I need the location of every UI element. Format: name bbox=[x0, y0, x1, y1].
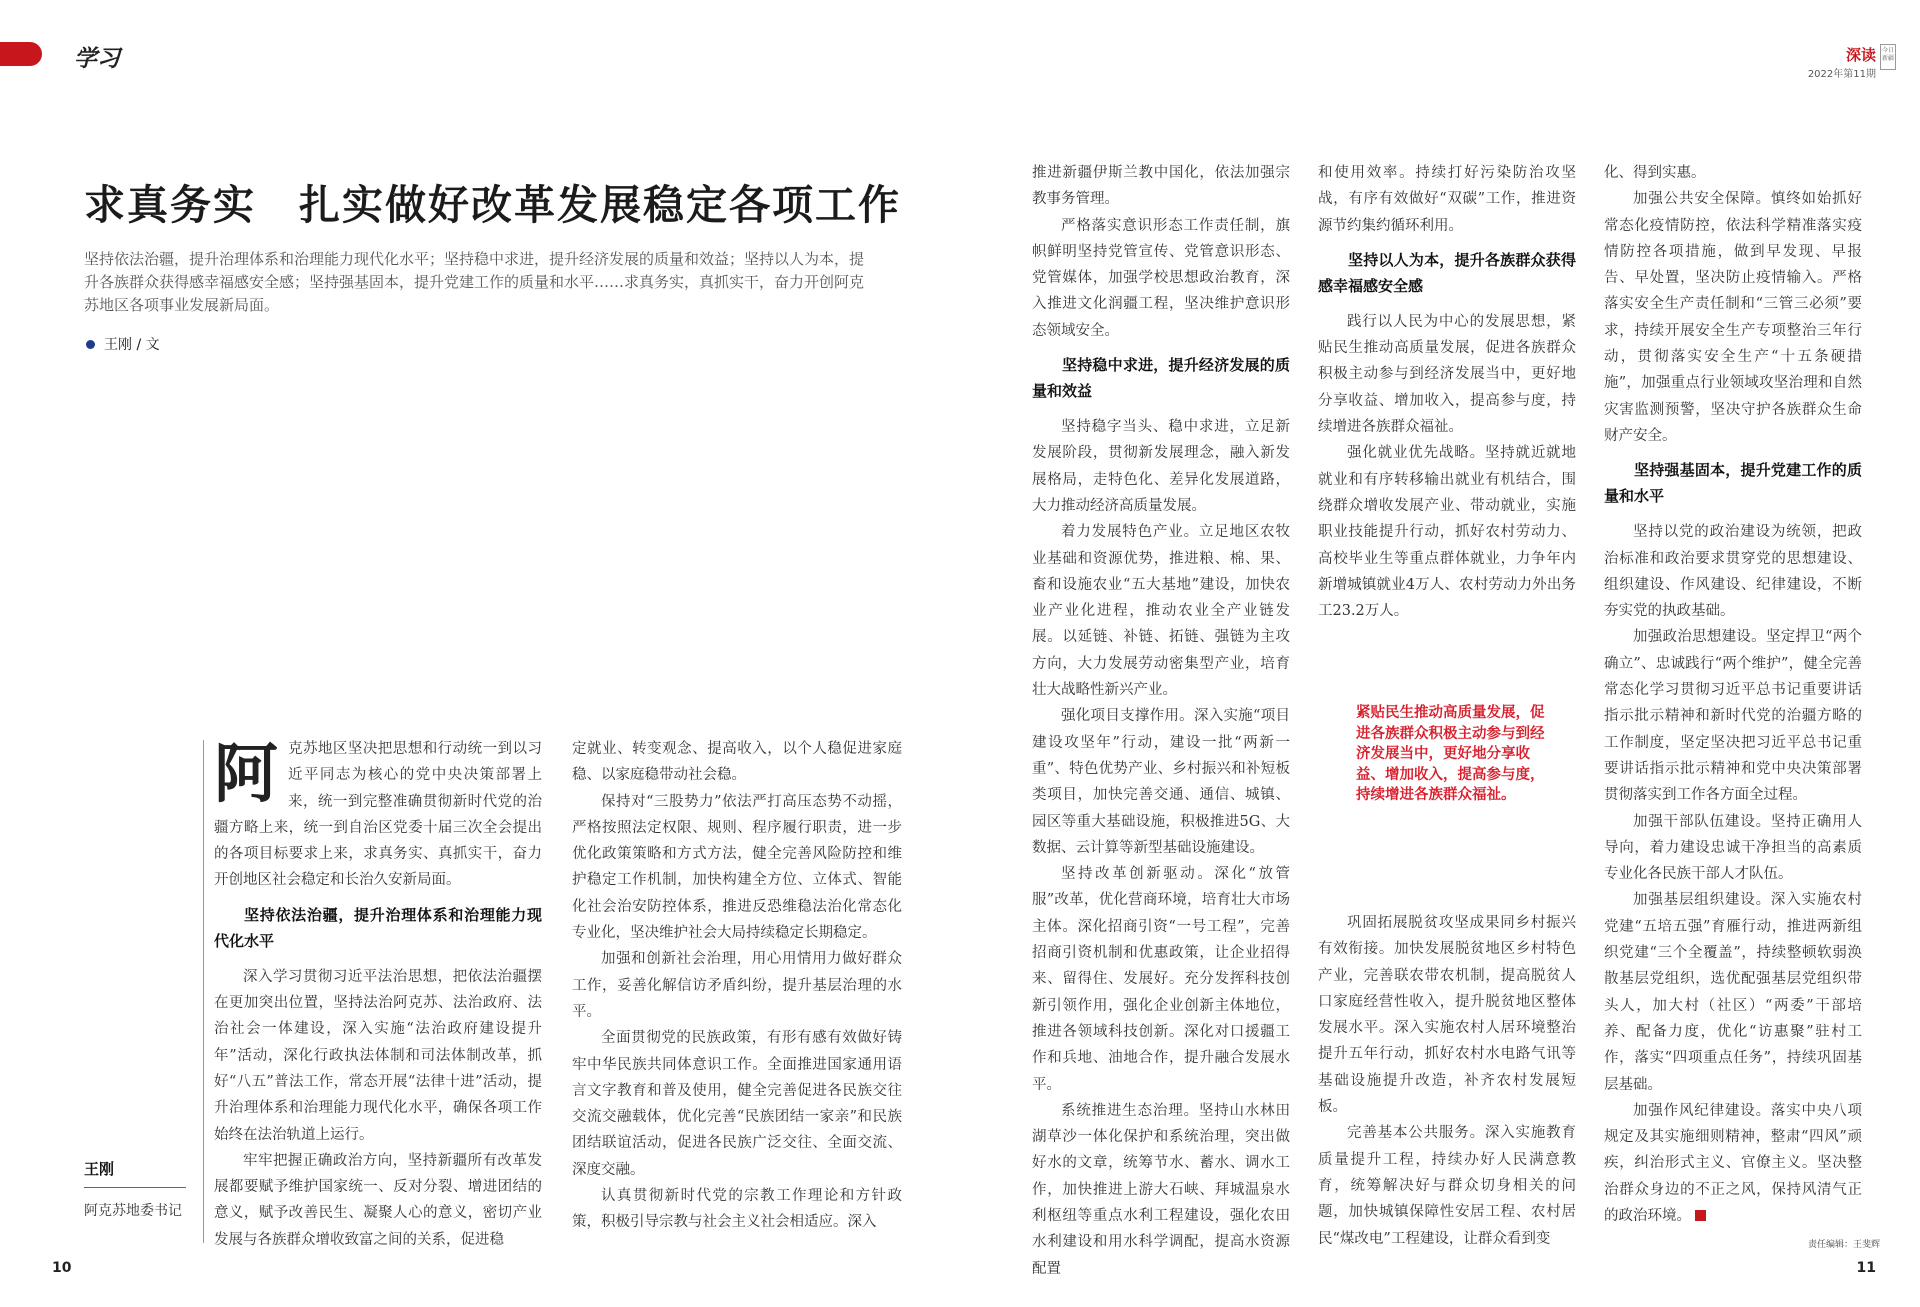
paragraph: 坚持以党的政治建设为统领，把政治标准和政治要求贯穿党的思想建设、组织建设、作风建设、纪律建设，不断夯实党的执政基础。 bbox=[1604, 524, 1862, 620]
paragraph: 认真贯彻新时代党的宗教工作理论和方针政策，积极引导宗教与社会主义社会相适应。深入 bbox=[572, 1188, 902, 1231]
paragraph: 深入学习贯彻习近平法治思想，把依法治疆摆在更加突出位置，坚持法治阿克苏、法治政府、法治社会一体建设，深入实施“法治政府建设提升年”活动，深化行政执法体制和司法体制改革，抓好“八五”普法工作，常态开展“法律十进”活动，提升治理体系和治理能力现代化水平，确保各项工作始终在法治轨道上运行。 bbox=[214, 968, 542, 1143]
paragraph: 加强和创新社会治理，用心用情用力做好群众工作，妥善化解信访矛盾纠纷，提升基层治理的水平。 bbox=[572, 951, 902, 1020]
pull-quote: 紧贴民生推动高质量发展，促进各族群众积极主动参与到经济发展当中，更好地分享收益、增加收入，提高参与度，持续增进各族群众福祉。 bbox=[1356, 705, 1545, 803]
paragraph: 巩固拓展脱贫攻坚成果同乡村振兴有效衔接。加快发展脱贫地区乡村特色产业，完善联农带农机制，提高脱贫人口家庭经营性收入，提升脱贫地区整体发展水平。深入实施农村人居环境整治提升五年行动，抓好农村水电路气讯等基础设施提升改造，补齐农村发展短板。 bbox=[1318, 915, 1576, 1116]
page-number-left: 10 bbox=[52, 1260, 72, 1276]
paragraph: 践行以人民为中心的发展思想，紧贴民生推动高质量发展，促进各族群众积极主动参与到经济发展当中，更好地分享收益、增加收入，提高参与度，持续增进各族群众福祉。 bbox=[1318, 313, 1576, 436]
paragraph: 牢牢把握正确政治方向，坚持新疆所有改革发展都要赋予维护国家统一、反对分裂、增进团结的意义，赋予改善民生、凝聚人心的意义，密切产业发展与各族群众增收致富之间的关系，促进稳 bbox=[214, 1152, 542, 1248]
paragraph: 化、得到实惠。 bbox=[1604, 165, 1706, 181]
paragraph: 强化就业优先战略。坚持就近就地就业和有序转移输出就业有机结合，围绕群众增收发展产业、带动就业，实施职业技能提升行动，抓好农村劳动力、高校毕业生等重点群体就业，力争年内新增城镇就业4万人、农村劳动力外出务工23.2万人。 bbox=[1318, 445, 1576, 620]
magazine-logo: 今日新疆 bbox=[1880, 44, 1896, 70]
byline bbox=[86, 334, 160, 354]
author-box bbox=[84, 1158, 186, 1220]
column-5 bbox=[1604, 160, 1862, 1229]
paragraph: 和使用效率。持续打好污染防治攻坚战，有序有效做好“双碳”工作，推进资源节约集约循环利用。 bbox=[1318, 165, 1576, 234]
section-heading: 坚持强基固本，提升党建工作的质量和水平 bbox=[1604, 461, 1862, 506]
masthead-issue: 2022年第11期 bbox=[1807, 69, 1876, 80]
masthead-brand: 深读 bbox=[1845, 46, 1876, 64]
column-3 bbox=[1032, 160, 1290, 1282]
paragraph: 保持对“三股势力”依法严打高压态势不动摇，严格按照法定权限、规则、程序履行职责，进一步优化政策策略和方式方法，健全完善风险防控和维护稳定工作机制，加快构建全方位、立体式、智能化社会治安防控体系，推进反恐维稳法治化常态化专业化，坚决维护社会大局持续稳定长期稳定。 bbox=[572, 793, 902, 942]
column-4-top bbox=[1318, 160, 1576, 624]
byline-dot-icon bbox=[86, 340, 95, 349]
paragraph: 加强公共安全保障。慎终如始抓好常态化疫情防控，依法科学精准落实疫情防控各项措施，做到早发现、早报告、早处置，坚决防止疫情输入。严格落实安全生产责任制和“三管三必须”要求，持续开展安全生产专项整治三年行动，贯彻落实安全生产“十五条硬措施”，加强重点行业领域攻坚治理和自然灾害监测预警，坚决守护各族群众生命财产安全。 bbox=[1604, 191, 1862, 444]
paragraph: 系统推进生态治理。坚持山水林田湖草沙一体化保护和系统治理，突出做好水的文章，统筹节水、蓄水、调水工作，加快推进上游大石峡、拜城温泉水利枢纽等重点水利工程建设，强化农田水利建设和用水科学调配，提高水资源配置 bbox=[1032, 1102, 1290, 1277]
paragraph: 完善基本公共服务。深入实施教育质量提升工程，持续办好人民满意教育，统筹解决好与群众切身相关的问题，加快城镇保障性安居工程、农村居民“煤改电”工程建设，让群众看到变 bbox=[1318, 1125, 1576, 1247]
end-mark-icon bbox=[1695, 1210, 1706, 1221]
paragraph: 定就业、转变观念、提高收入，以个人稳促进家庭稳、以家庭稳带动社会稳。 bbox=[572, 741, 902, 784]
drop-cap: 阿 bbox=[214, 737, 278, 812]
paragraph: 克苏地区坚决把思想和行动统一到以习近平同志为核心的党中央决策部署上来，统一到完整准确贯彻新时代党的治疆方略上来，统一到自治区党委十届三次全会提出的各项目标要求上来，求真务实、真抓实干，奋力开创地区社会稳定和长治久安新局面。 bbox=[214, 741, 542, 889]
paragraph: 加强政治思想建设。坚定捍卫“两个确立”、忠诚践行“两个维护”，健全完善常态化学习贯彻习近平总书记重要讲话指示批示精神和新时代党的治疆方略的工作制度，坚定坚决把习近平总书记重要讲话指示批示精神和党中央决策部署贯彻落实到工作各方面全过程。 bbox=[1604, 629, 1862, 804]
paragraph: 全面贯彻党的民族政策，有形有感有效做好铸牢中华民族共同体意识工作。全面推进国家通用语言文字教育和普及使用，健全完善促进各民族交往交流交融载体，优化完善“民族团结一家亲”和民族团结联谊活动，促进各民族广泛交往、全面交流、深度交融。 bbox=[572, 1030, 902, 1178]
column-4-bottom bbox=[1318, 910, 1576, 1252]
paragraph: 坚持稳字当头、稳中求进，立足新发展阶段，贯彻新发展理念，融入新发展格局，走特色化、差异化发展道路，大力推动经济高质量发展。 bbox=[1032, 419, 1290, 514]
section-heading: 坚持以人为本，提升各族群众获得感幸福感安全感 bbox=[1318, 250, 1576, 295]
paragraph: 加强干部队伍建设。坚持正确用人导向，着力建设忠诚干净担当的高素质专业化各民族干部人才队伍。 bbox=[1604, 813, 1862, 883]
page-number-right: 11 bbox=[1856, 1260, 1876, 1276]
article-lead: 坚持依法治疆，提升治理体系和治理能力现代化水平；坚持稳中求进，提升经济发展的质量和效益；坚持以人为本，提升各族群众获得感幸福感安全感；坚持强基固本，提升党建工作的质量和水平……求真务实，真抓实干，奋力开创阿克苏地区各项事业发展新局面。 bbox=[84, 250, 865, 314]
paragraph: 加强基层组织建设。深入实施农村党建“五培五强”育雁行动，推进两新组织党建“三个全覆盖”，持续整顿软弱涣散基层党组织，选优配强基层党组织带头人，加大村（社区）“两委”干部培养、配备力度，优化“访惠聚”驻村工作，落实“四项重点任务”，持续巩固基层基础。 bbox=[1604, 892, 1862, 1093]
byline-text: 王刚 / 文 bbox=[104, 337, 160, 353]
masthead bbox=[1808, 44, 1876, 80]
article-title: 求真务实 扎实做好改革发展稳定各项工作 bbox=[84, 181, 901, 229]
column-divider bbox=[203, 740, 204, 1243]
paragraph: 推进新疆伊斯兰教中国化，依法加强宗教事务管理。 bbox=[1032, 165, 1290, 208]
paragraph bbox=[1604, 1098, 1862, 1229]
column-1 bbox=[214, 736, 542, 1253]
section-heading: 坚持稳中求进，提升经济发展的质量和效益 bbox=[1032, 356, 1290, 401]
paragraph: 着力发展特色产业。立足地区农牧业基础和资源优势，推进粮、棉、果、畜和设施农业“五大基地”建设，加快农业产业化进程，推动农业全产业链发展。以延链、补链、拓链、强链为主攻方向，大力发展劳动密集型产业，培育壮大战略性新兴产业。 bbox=[1032, 524, 1290, 699]
editor-credit: 责任编辑：王斐辉 bbox=[1807, 1240, 1880, 1250]
paragraph: 严格落实意识形态工作责任制，旗帜鲜明坚持党管宣传、党管意识形态、党管媒体，加强学校思想政治教育，深入推进文化润疆工程，坚决维护意识形态领域安全。 bbox=[1032, 217, 1290, 339]
section-tab-marker bbox=[0, 42, 42, 66]
paragraph: 强化项目支撑作用。深入实施“项目建设攻坚年”行动，建设一批“两新一重”、特色优势产业、乡村振兴和补短板类项目，加快完善交通、通信、城镇、园区等重大基础设施，积极推进5G、大数据、云计算等新型基础设施建设。 bbox=[1032, 708, 1290, 856]
paragraph: 坚持改革创新驱动。深化“放管服”改革，优化营商环境，培育壮大市场主体。深化招商引资“一号工程”，完善招商引资机制和优惠政策，让企业招得来、留得住、发展好。充分发挥科技创新引领作用，强化企业创新主体地位，推进各领域科技创新。深化对口援疆工作和兵地、油地合作，提升融合发展水平。 bbox=[1032, 866, 1290, 1093]
author-name: 王刚 bbox=[84, 1158, 186, 1188]
column-2 bbox=[572, 736, 902, 1236]
section-heading: 坚持依法治疆，提升治理体系和治理能力现代化水平 bbox=[214, 905, 542, 950]
paragraph-text: 加强作风纪律建设。落实中央八项规定及其实施细则精神，整肃“四风”顽疾，纠治形式主义、官僚主义。坚决整治群众身边的不正之风，保持风清气正的政治环境。 bbox=[1604, 1102, 1862, 1224]
author-role: 阿克苏地委书记 bbox=[84, 1203, 182, 1219]
section-label: 学习 bbox=[74, 46, 120, 72]
